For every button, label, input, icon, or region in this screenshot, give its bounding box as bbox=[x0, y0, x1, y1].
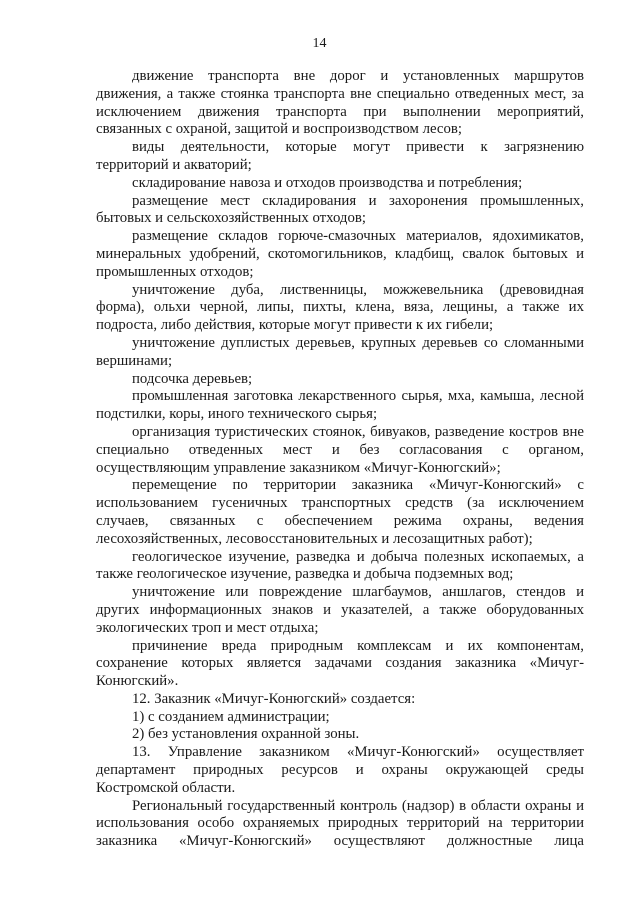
document-body bbox=[96, 68, 584, 851]
paragraph-tracked-vehicles: перемещение по территории заказника «Мичуг-Конюгский» с использованием гусеничных транспортных средств (за исключением случаев, связанных с обеспечением режима охраны, ведения лесохозяйственных, лесовосстановительных и лесозащитных работ); bbox=[96, 477, 584, 547]
paragraph-pollution-activities: виды деятельности, которые могут привести к загрязнению территорий и акваторий; bbox=[96, 139, 584, 173]
paragraph-chemical-storage: размещение складов горюче-смазочных материалов, ядохимикатов, минеральных удобрений, скотомогильников, кладбищ, свалок бытовых и промышленных отходов; bbox=[96, 228, 584, 280]
paragraph-manure-storage: складирование навоза и отходов производства и потребления; bbox=[132, 174, 523, 191]
paragraph-signage-damage: уничтожение или повреждение шлагбаумов, аншлагов, стендов и других информационных знаков и указателей, а также оборудованных экологических троп и мест отдыха; bbox=[96, 584, 584, 636]
paragraph-clause-12-item-2: 2) без установления охранной зоны. bbox=[132, 726, 360, 743]
paragraph-clause-12: 12. Заказник «Мичуг-Конюгский» создается: bbox=[132, 690, 416, 707]
paragraph-tree-destruction: уничтожение дуба, лиственницы, можжевельника (древовидная форма), ольхи черной, липы, пихты, клена, вяза, лещины, а также их подроста, либо действия, которые могут привести к их гибели; bbox=[96, 281, 584, 334]
paragraph-tapping: подсочка деревьев; bbox=[132, 370, 253, 387]
paragraph-state-control: Региональный государственный контроль (надзор) в области охраны и использования особо охраняемых природных территорий на территории заказника «Мичуг-Конюгский» осуществляют должностные лица bbox=[96, 797, 584, 850]
paragraph-clause-12-item-1: 1) с созданием администрации; bbox=[132, 708, 330, 725]
paragraph-geological-survey: геологическое изучение, разведка и добыча полезных ископаемых, а также геологическое изучение, разведка и добыча подземных вод; bbox=[96, 548, 584, 583]
paragraph-transport-movement: движение транспорта вне дорог и установленных маршрутов движения, а также стоянка транспорта вне специально отведенных мест, за исключением движения транспорта при выполнении мероприятий, связанных с охраной, защитой и воспроизводством лесов; bbox=[96, 68, 584, 138]
paragraph-raw-materials: промышленная заготовка лекарственного сырья, мха, камыша, лесной подстилки, коры, иного технического сырья; bbox=[96, 388, 584, 423]
paragraph-tourist-camps: организация туристических стоянок, бивуаков, разведение костров вне специально отведенных мест и без согласования с органом, осуществляющим управление заказником «Мичуг-Конюгский»; bbox=[96, 423, 584, 476]
paragraph-waste-disposal: размещение мест складирования и захоронения промышленных, бытовых и сельскохозяйственных отходов; bbox=[96, 192, 584, 227]
page-number: 14 bbox=[312, 36, 327, 51]
paragraph-clause-13: 13. Управление заказником «Мичуг-Конюгский» осуществляет департамент природных ресурсов и охраны окружающей среды Костромской области. bbox=[96, 744, 584, 796]
paragraph-natural-harm: причинение вреда природным комплексам и их компонентам, сохранение которых является задачами создания заказника «Мичуг-Конюгский». bbox=[96, 637, 584, 690]
paragraph-hollow-trees: уничтожение дуплистых деревьев, крупных деревьев со сломанными вершинами; bbox=[96, 334, 584, 369]
